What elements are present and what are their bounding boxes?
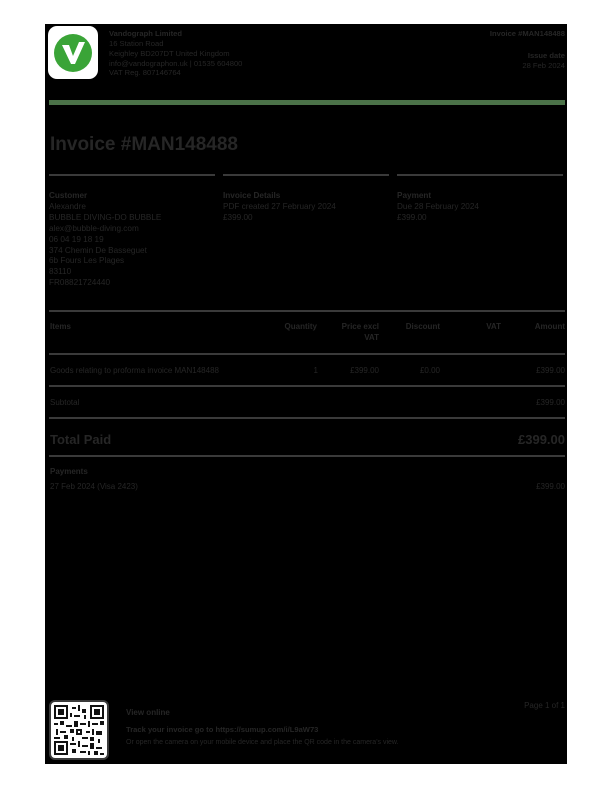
company-name: Vandograph Limited [109,29,182,38]
payment-entry-value: £399.00 [536,482,565,491]
brand-divider [49,100,565,105]
col-header-price: Price excl VAT [341,322,379,342]
col-header-items: Items [50,322,71,331]
col-header-discount: Discount [405,322,440,331]
payment-rule [397,174,563,176]
payment-entry-label: 27 Feb 2024 (Visa 2423) [50,482,138,491]
customer-email: alex@bubble-diving.com [49,223,139,233]
subtotal-rule [49,417,565,419]
customer-line: Alexandre [49,201,86,211]
payment-heading: Payment [397,191,432,200]
payment-line: £399.00 [397,212,427,222]
total-rule [49,455,565,457]
payment-line: Due 28 February 2024 [397,201,479,211]
customer-phone: 06 04 19 18 19 [49,234,104,244]
qr-code[interactable] [49,700,109,760]
details-rule [223,174,389,176]
invoice-page [45,24,567,764]
header-meta [490,29,565,71]
customer-line: BUBBLE DIVING-DO BUBBLE [49,212,162,222]
customer-line: FR08821724440 [49,278,111,288]
company-address-line1: 16 Station Road [109,38,164,48]
invoice-details-section [223,174,389,224]
vandograph-logo-icon [52,32,94,74]
customer-line: 83110 [49,267,72,277]
row-discount: £0.00 [419,366,440,375]
issue-date-label: Issue date [527,50,565,60]
view-online-heading: View online [126,708,170,717]
customer-line: 374 Chemin De Basseguet [49,245,147,255]
subtotal-label: Subtotal [50,398,80,407]
details-heading: Invoice Details [223,191,281,200]
total-paid-label: Total Paid [50,432,112,447]
company-vat-reg: VAT Reg. 807146764 [109,68,181,78]
page-number: Page 1 of 1 [524,701,565,710]
company-address-line2: Keighley BD207DT United Kingdom [109,48,230,58]
customer-heading: Customer [49,191,88,200]
customer-rule [49,174,215,176]
company-details [109,29,329,78]
track-invoice-link[interactable]: Track your invoice go to https://sumup.com/i/L9aW73 [126,725,319,734]
col-header-vat: VAT [486,322,501,331]
row-quantity: 1 [313,366,318,375]
row-price: £399.00 [350,366,379,375]
company-contact: info@vandographon.uk | 01535 604800 [109,58,243,68]
qr-code-icon [54,705,104,755]
total-paid-value: £399.00 [518,432,565,447]
subtotal-value: £399.00 [536,398,565,407]
page-title: Invoice #MAN148488 [50,134,238,155]
row-item: Goods relating to proforma invoice MAN148488 [50,366,219,375]
row-rule [49,385,565,387]
details-line: PDF created 27 February 2024 [223,201,336,211]
header-invoice-ref: Invoice #MAN148488 [489,29,565,38]
table-top-rule [49,310,565,312]
details-line: £399.00 [223,212,253,222]
table-header-rule [49,353,565,355]
customer-line: 6b Fours Les Plages [49,256,125,266]
issue-date-value: 28 Feb 2024 [522,60,565,70]
payment-section [397,174,563,224]
col-header-quantity: Quantity [284,322,317,331]
company-logo [48,26,98,79]
scan-instructions: Or open the camera on your mobile device and place the QR code in the camera's view. [126,739,399,746]
payments-heading: Payments [50,467,88,476]
col-header-amount: Amount [534,322,565,331]
row-amount: £399.00 [536,366,565,375]
customer-section [49,174,215,289]
